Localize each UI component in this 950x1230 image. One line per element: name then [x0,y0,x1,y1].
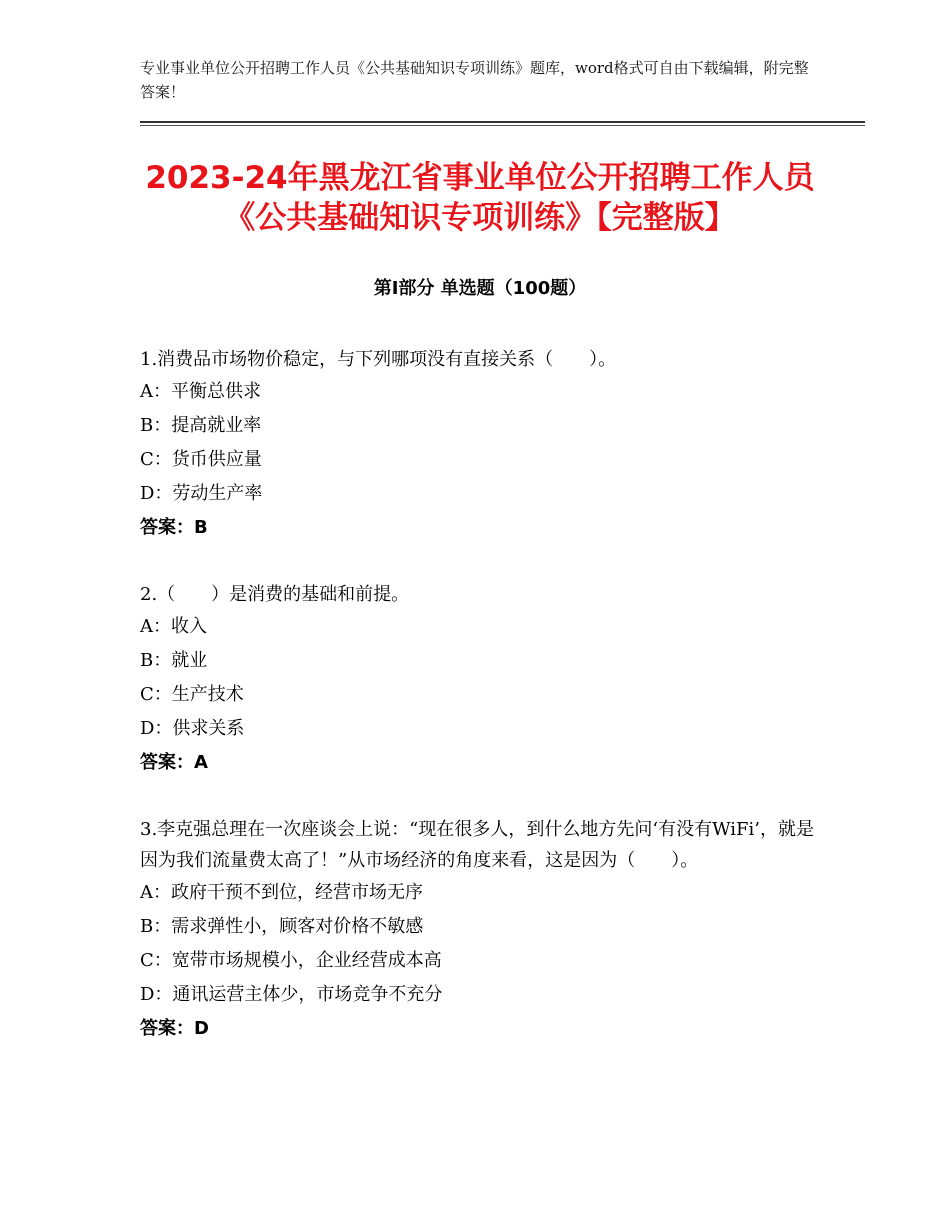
option-b: B：就业 [140,650,208,671]
answer-line: 答案：B [140,517,208,538]
answer-line: 答案：D [140,1018,209,1039]
option-d: D：通讯运营主体少，市场竞争不充分 [140,984,443,1005]
section-heading: 第Ⅰ部分 单选题（100题） [373,278,587,299]
question-1 [140,344,820,545]
option-c: C：货币供应量 [140,449,262,470]
question-2 [140,579,820,780]
option-b: B：需求弹性小，顾客对价格不敏感 [140,916,424,937]
question-list [140,344,820,1046]
option-a: A：平衡总供求 [140,381,261,402]
question-spacer [140,780,820,814]
question-3 [140,814,820,1046]
document-title: 2023-24年黑龙江省事业单位公开招聘工作人员《公共基础知识专项训练》【完整版】 [145,160,815,236]
question-stem: 3.李克强总理在一次座谈会上说：“现在很多人，到什么地方先问‘有没有WiFi’，就是因为我们流量费太高了！”从市场经济的角度来看，这是因为（ ）。 [140,819,815,871]
header-divider-thin [140,125,865,126]
question-stem: 2.（ ）是消费的基础和前提。 [140,584,410,605]
option-a: A：收入 [140,616,207,637]
question-stem: 1.消费品市场物价稳定，与下列哪项没有直接关系（ ）。 [140,349,617,370]
option-d: D：供求关系 [140,718,245,739]
option-d: D：劳动生产率 [140,483,263,504]
option-b: B：提高就业率 [140,415,262,436]
answer-line: 答案：A [140,752,208,773]
option-a: A：政府干预不到位，经营市场无序 [140,882,423,903]
option-c: C：生产技术 [140,684,244,705]
question-spacer [140,545,820,579]
header-note: 专业事业单位公开招聘工作人员《公共基础知识专项训练》题库，word格式可自由下载编辑，附完整答案！ [140,59,809,101]
header-divider-thick [140,121,865,123]
option-c: C：宽带市场规模小，企业经营成本高 [140,950,442,971]
